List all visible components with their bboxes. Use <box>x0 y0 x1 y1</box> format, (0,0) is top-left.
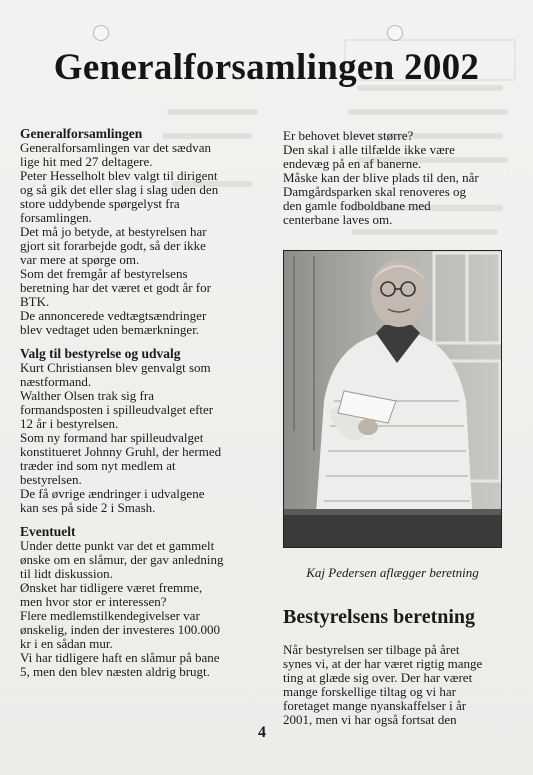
text-line: ting at glæde sig over. Der har været <box>283 670 473 685</box>
text-line: 2001, men vi har også fortsat den <box>283 712 457 727</box>
text-line: var mere at spørge om. <box>20 252 140 267</box>
section-heading-beretning: Bestyrelsens beretning <box>283 606 476 628</box>
text-line: ønske om en slåmur, der gav anledning <box>20 552 224 567</box>
text-line: forsamlingen. <box>20 210 92 225</box>
section-heading-generalforsamlingen: Generalforsamlingen <box>20 126 143 141</box>
photo-speaker <box>283 250 502 548</box>
text-line: konstitueret Johnny Gruhl, der hermed <box>20 444 222 459</box>
text-line: formandsposten i spilleudvalget efter <box>20 402 214 417</box>
text-line: næstformand. <box>20 374 92 389</box>
text-line: Kurt Christiansen blev genvalgt som <box>20 360 211 375</box>
text-line: kr i en sådan mur. <box>20 636 113 651</box>
section-body-generalforsamlingen <box>20 141 247 337</box>
left-column <box>20 127 247 679</box>
text-line: Det må jo betyde, at bestyrelsen har <box>20 224 207 239</box>
page-title: Generalforsamlingen 2002 <box>53 47 480 88</box>
section-heading-valg: Valg til bestyrelse og udvalg <box>20 346 181 361</box>
text-line: Peter Hesselholt blev valgt til dirigent <box>20 168 218 183</box>
text-line: De annoncerede vedtægtsændringer <box>20 308 207 323</box>
section-body-continued <box>283 129 503 227</box>
text-line: blev vedtaget uden bemærkninger. <box>20 322 200 337</box>
text-line: Generalforsamlingen var det sædvan <box>20 140 211 155</box>
text-line: BTK. <box>20 294 50 309</box>
text-line: 12 år i bestyrelsen. <box>20 416 119 431</box>
text-line: Måske kan der blive plads til den, når <box>283 170 479 185</box>
text-line: træder ind som nyt medlem at <box>20 458 176 473</box>
text-line: bestyrelsen. <box>20 472 82 487</box>
text-line: kan ses på side 2 i Smash. <box>20 500 156 515</box>
text-line: Som det fremgår af bestyrelsens <box>20 266 188 281</box>
text-line: beretning har det været et godt år for <box>20 280 211 295</box>
section-heading-eventuelt: Eventuelt <box>20 524 76 539</box>
text-line: gjort sit forarbejde godt, så der ikke <box>20 238 206 253</box>
text-line: centerbane laves om. <box>283 212 393 227</box>
section-body-valg <box>20 361 247 515</box>
text-line: til lidt diskussion. <box>20 566 113 581</box>
section-body-beretning <box>283 643 503 727</box>
text-line: Walther Olsen trak sig fra <box>20 388 154 403</box>
text-line: lige hit med 27 deltagere. <box>20 154 153 169</box>
text-line: Flere medlemstilkendegivelser var <box>20 608 200 623</box>
text-line: Damgårdsparken skal renoveres og <box>283 184 467 199</box>
text-line: synes vi, at der har været rigtig mange <box>283 656 483 671</box>
text-line: Når bestyrelsen ser tilbage på året <box>283 642 460 657</box>
text-line: den gamle fodboldbane med <box>283 198 431 213</box>
text-line: mange forskellige tiltag og vi har <box>283 684 456 699</box>
text-line: ønskelig, inden der investeres 100.000 <box>20 622 221 637</box>
text-line: Som ny formand har spilleudvalget <box>20 430 204 445</box>
text-line: Vi har tidligere haft en slåmur på bane <box>20 650 220 665</box>
page-number: 4 <box>258 724 266 741</box>
section-body-eventuelt <box>20 539 247 679</box>
text-line: og så gik det eller slag i slag uden den <box>20 182 219 197</box>
right-column-top <box>283 129 503 227</box>
text-line: 5, men den blev næsten aldrig brugt. <box>20 664 210 679</box>
photo-illustration <box>284 251 502 548</box>
text-line: men hvor stor er interessen? <box>20 594 167 609</box>
text-line: Ønsket har tidligere været fremme, <box>20 580 203 595</box>
text-line: foretaget mange nyanskaffelser i år <box>283 698 467 713</box>
text-line: store uddybende spørgelyst fra <box>20 196 180 211</box>
photo-caption: Kaj Pedersen aflægger beretning <box>306 565 479 580</box>
text-line: Den skal i alle tilfælde ikke være <box>283 142 455 157</box>
text-line: Under dette punkt var det et gammelt <box>20 538 215 553</box>
text-line: De få øvrige ændringer i udvalgene <box>20 486 205 501</box>
text-line: endevæg på en af banerne. <box>283 156 422 171</box>
text-line: Er behovet blevet større? <box>283 128 414 143</box>
